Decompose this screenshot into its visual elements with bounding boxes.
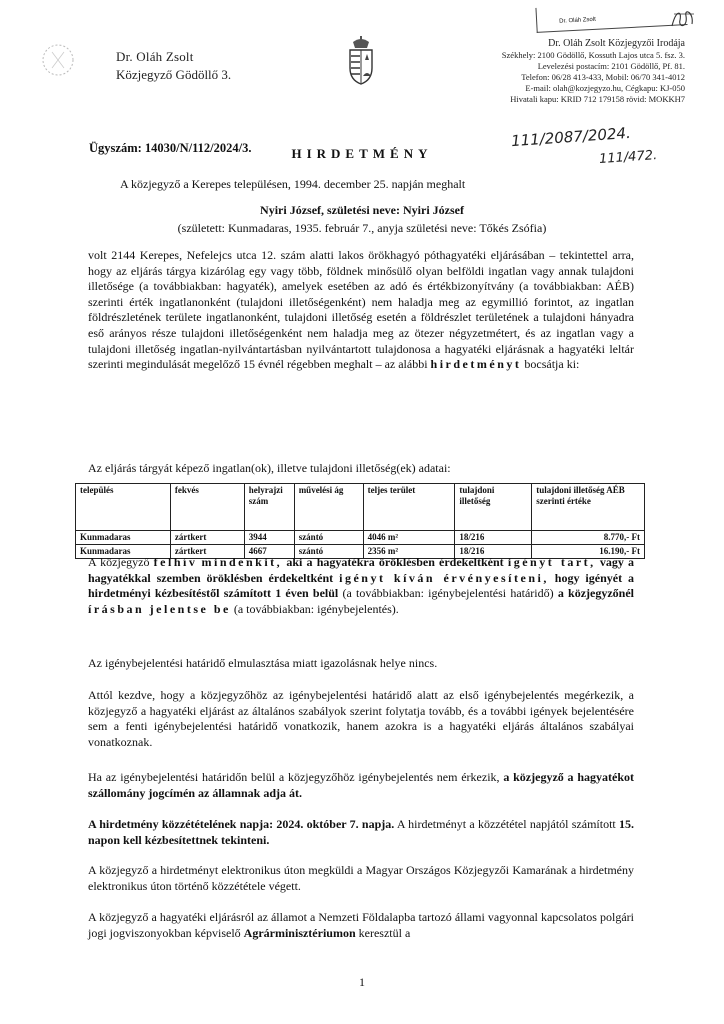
- call-bold: vagy a hagyatékkal szemben öröklésben érdekeltként: [88, 555, 635, 585]
- coat-of-arms-icon: [343, 36, 379, 86]
- table-cell: Kunmadaras: [76, 531, 171, 545]
- table-header-row: [76, 484, 645, 531]
- call-text: A közjegyző: [88, 555, 150, 569]
- table-cell: szántó: [294, 531, 363, 545]
- notary-name: Dr. Oláh Zsolt: [116, 49, 194, 64]
- call-emphasis: írásban jelentse be: [88, 601, 231, 616]
- table-header: fekvés: [170, 484, 244, 531]
- call-emphasis: mindenkit,: [201, 555, 283, 569]
- state-transfer-paragraph: [88, 770, 634, 801]
- table-cell: 16.190,- Ft: [532, 545, 645, 559]
- office-email: E-mail: olah@kozjegyzo.hu, Cégkapu: KJ-050: [525, 83, 685, 93]
- ministry-text: A közjegyző a hagyatéki eljárásról az államot a Nemzeti Földalapba tartozó állami vagyonnal kapcsolatos polgári jogi jogviszonyokban képviselő: [88, 910, 634, 940]
- call-text: (a továbbiakban: igénybejelentési határidő): [342, 586, 554, 601]
- state-text: Ha az igénybejelentési határidőn belül a közjegyzőhöz igénybejelentés nem érkezik,: [88, 770, 500, 784]
- notary-seal-icon: [40, 40, 76, 80]
- publication-bold: 15. napon kell kézbesítettnek tekinteni.: [88, 817, 635, 847]
- call-text: (a továbbiakban: igénybejelentés).: [233, 601, 399, 616]
- office-phone: Telefon: 06/28 413-433, Mobil: 06/70 341-4012: [521, 72, 685, 82]
- table-header: teljes terület: [363, 484, 455, 531]
- office-gateway: Hivatali kapu: KRID 712 179158 rövid: MOKKH7: [510, 94, 685, 104]
- table-header: helyrajzi szám: [244, 484, 294, 531]
- page-number: 1: [359, 975, 365, 989]
- table-header: település: [76, 484, 171, 531]
- electronic-paragraph: A közjegyző a hirdetményt elektronikus úton megküldi a Magyar Országos Közjegyzői Kamarának a hirdetmény elektronikus úton történő közzététele végett.: [88, 863, 634, 893]
- table-header: tulajdoni illetőség AÉB szerinti értéke: [532, 484, 645, 531]
- property-table: [75, 483, 645, 559]
- signature-scribble-icon: [668, 6, 698, 32]
- continuation-paragraph: Attól kezdve, hogy a közjegyzőhöz az igénybejelentési határidő alatt az első igénybejelentés megérkezik, a közjegyző a hagyatéki eljárást az általános szabályok szerint folytatja tovább, és a további igények bejelentésére sem a fenti igénybejelentési határidő vonatkozik, hanem azokra is a hagyatéki eljárás általános szabályai vonatkoznak.: [88, 688, 634, 749]
- table-row: [76, 531, 645, 545]
- intro-line: A közjegyző a Kerepes településen, 1994. december 25. napján meghalt: [120, 177, 466, 191]
- ministry-text-end: keresztül a: [358, 925, 411, 940]
- call-bold: a közjegyzőnél: [557, 586, 635, 601]
- call-emphasis: igényt kíván érvényesíteni,: [339, 570, 549, 585]
- table-title: Az eljárás tárgyát képező ingatlan(ok), illetve tulajdoni illetőség(ek) adatai:: [88, 461, 451, 475]
- table-cell: zártkert: [170, 545, 244, 559]
- received-stamp: [535, 0, 687, 33]
- main-paragraph-text: volt 2144 Kerepes, Nefelejcs utca 12. szám alatti lakos örökhagyó póthagyatéki eljárásában – tekintettel arra, hogy az eljárás tárgya kizárólag egy vagy több, földnek minősülő olyan belföldi ingatlan vagy annak tulajdoni illetősége (a továbbiakban: hagyaték), amelyek esetében az adó és értékbizonyítvány (a továbbiakban: AÉB) szerinti érték ingatlanonként (tulajdoni illetőségenként) nem haladja meg az egymillió forintot, az ingatlan földrészletének területe ingatlanonként, tulajdoni illetőség esetén a földrészlet területének a tulajdoni hányadra eső arányos része tulajdoni illetőségenként nem haladja meg az ötezer négyzetmétert, és az ingatlan vagy a tulajdoni illetőség ingatlan-nyilvántartásban nyilvántartott tulajdonosa a hagyatéki eljárásnak a hagyatéki leltár szerinti megindulását megelőző 15 évnél régebben meghalt – az alábbi: [88, 248, 634, 372]
- table-header: művelési ág: [294, 484, 363, 531]
- table-cell: 4667: [244, 545, 294, 559]
- table-cell: Kunmadaras: [76, 545, 171, 559]
- state-bold: a közjegyző a hagyatékot szállomány jogcímén az államnak adja át.: [88, 770, 635, 800]
- publication-paragraph: [88, 817, 634, 848]
- publication-date: A hirdetmény közzétételének napja: 2024. október 7. napja.: [88, 817, 395, 831]
- main-paragraph: [88, 248, 634, 373]
- ministry-paragraph: [88, 910, 634, 941]
- excuse-paragraph: Az igénybejelentési határidő elmulasztása miatt igazolásnak helye nincs.: [88, 656, 438, 670]
- call-bold: hogy igényét a hirdetményi kézbesítéstől számított 1 éven belül: [88, 570, 635, 601]
- received-stamp-text: Dr. Oláh Zsolt: [559, 16, 596, 25]
- table-cell: 8.770,- Ft: [532, 531, 645, 545]
- call-paragraph: [88, 555, 634, 617]
- document-title: HIRDETMÉNY: [291, 146, 433, 161]
- deceased-name: Nyiri József, születési neve: Nyiri József: [260, 203, 464, 217]
- call-bold: aki a hagyatékra öröklésben érdekeltként: [286, 555, 504, 569]
- call-emphasis: igényt tart,: [507, 555, 596, 569]
- office-name: Dr. Oláh Zsolt Közjegyzői Irodája: [548, 38, 685, 49]
- notary-header-right: [495, 38, 685, 105]
- table-cell: zártkert: [170, 531, 244, 545]
- handwritten-reference-2: 111/472.: [598, 147, 658, 168]
- table-cell: 2356 m²: [363, 545, 455, 559]
- main-paragraph-end: bocsátja ki:: [524, 357, 580, 372]
- ministry-bold: Agrárminisztériumon: [243, 925, 356, 940]
- table-cell: 3944: [244, 531, 294, 545]
- call-emphasis: felhív: [153, 555, 198, 569]
- office-address: Székhely: 2100 Gödöllő, Kossuth Lajos utca 5. fsz. 3.: [501, 50, 685, 60]
- notary-header-left: [116, 48, 231, 84]
- notary-role: Közjegyző Gödöllő 3.: [116, 67, 232, 82]
- office-postal: Levelezési postacím: 2101 Gödöllő, Pf. 81.: [537, 61, 685, 71]
- publication-text: A hirdetményt a közzététel napjától számított: [396, 817, 616, 831]
- table-cell: 18/216: [455, 545, 532, 559]
- table-cell: 4046 m²: [363, 531, 455, 545]
- table-cell: szántó: [294, 545, 363, 559]
- table-header: tulajdoni illetőség: [455, 484, 532, 531]
- deceased-details: (született: Kunmadaras, 1935. február 7., anyja születési neve: Tőkés Zsófia): [177, 221, 547, 235]
- case-number: Ügyszám: 14030/N/112/2024/3.: [89, 141, 252, 155]
- main-paragraph-emphasis: hirdetményt: [430, 357, 522, 372]
- handwritten-reference-1: 111/2087/2024.: [510, 123, 632, 151]
- table-cell: 18/216: [455, 531, 532, 545]
